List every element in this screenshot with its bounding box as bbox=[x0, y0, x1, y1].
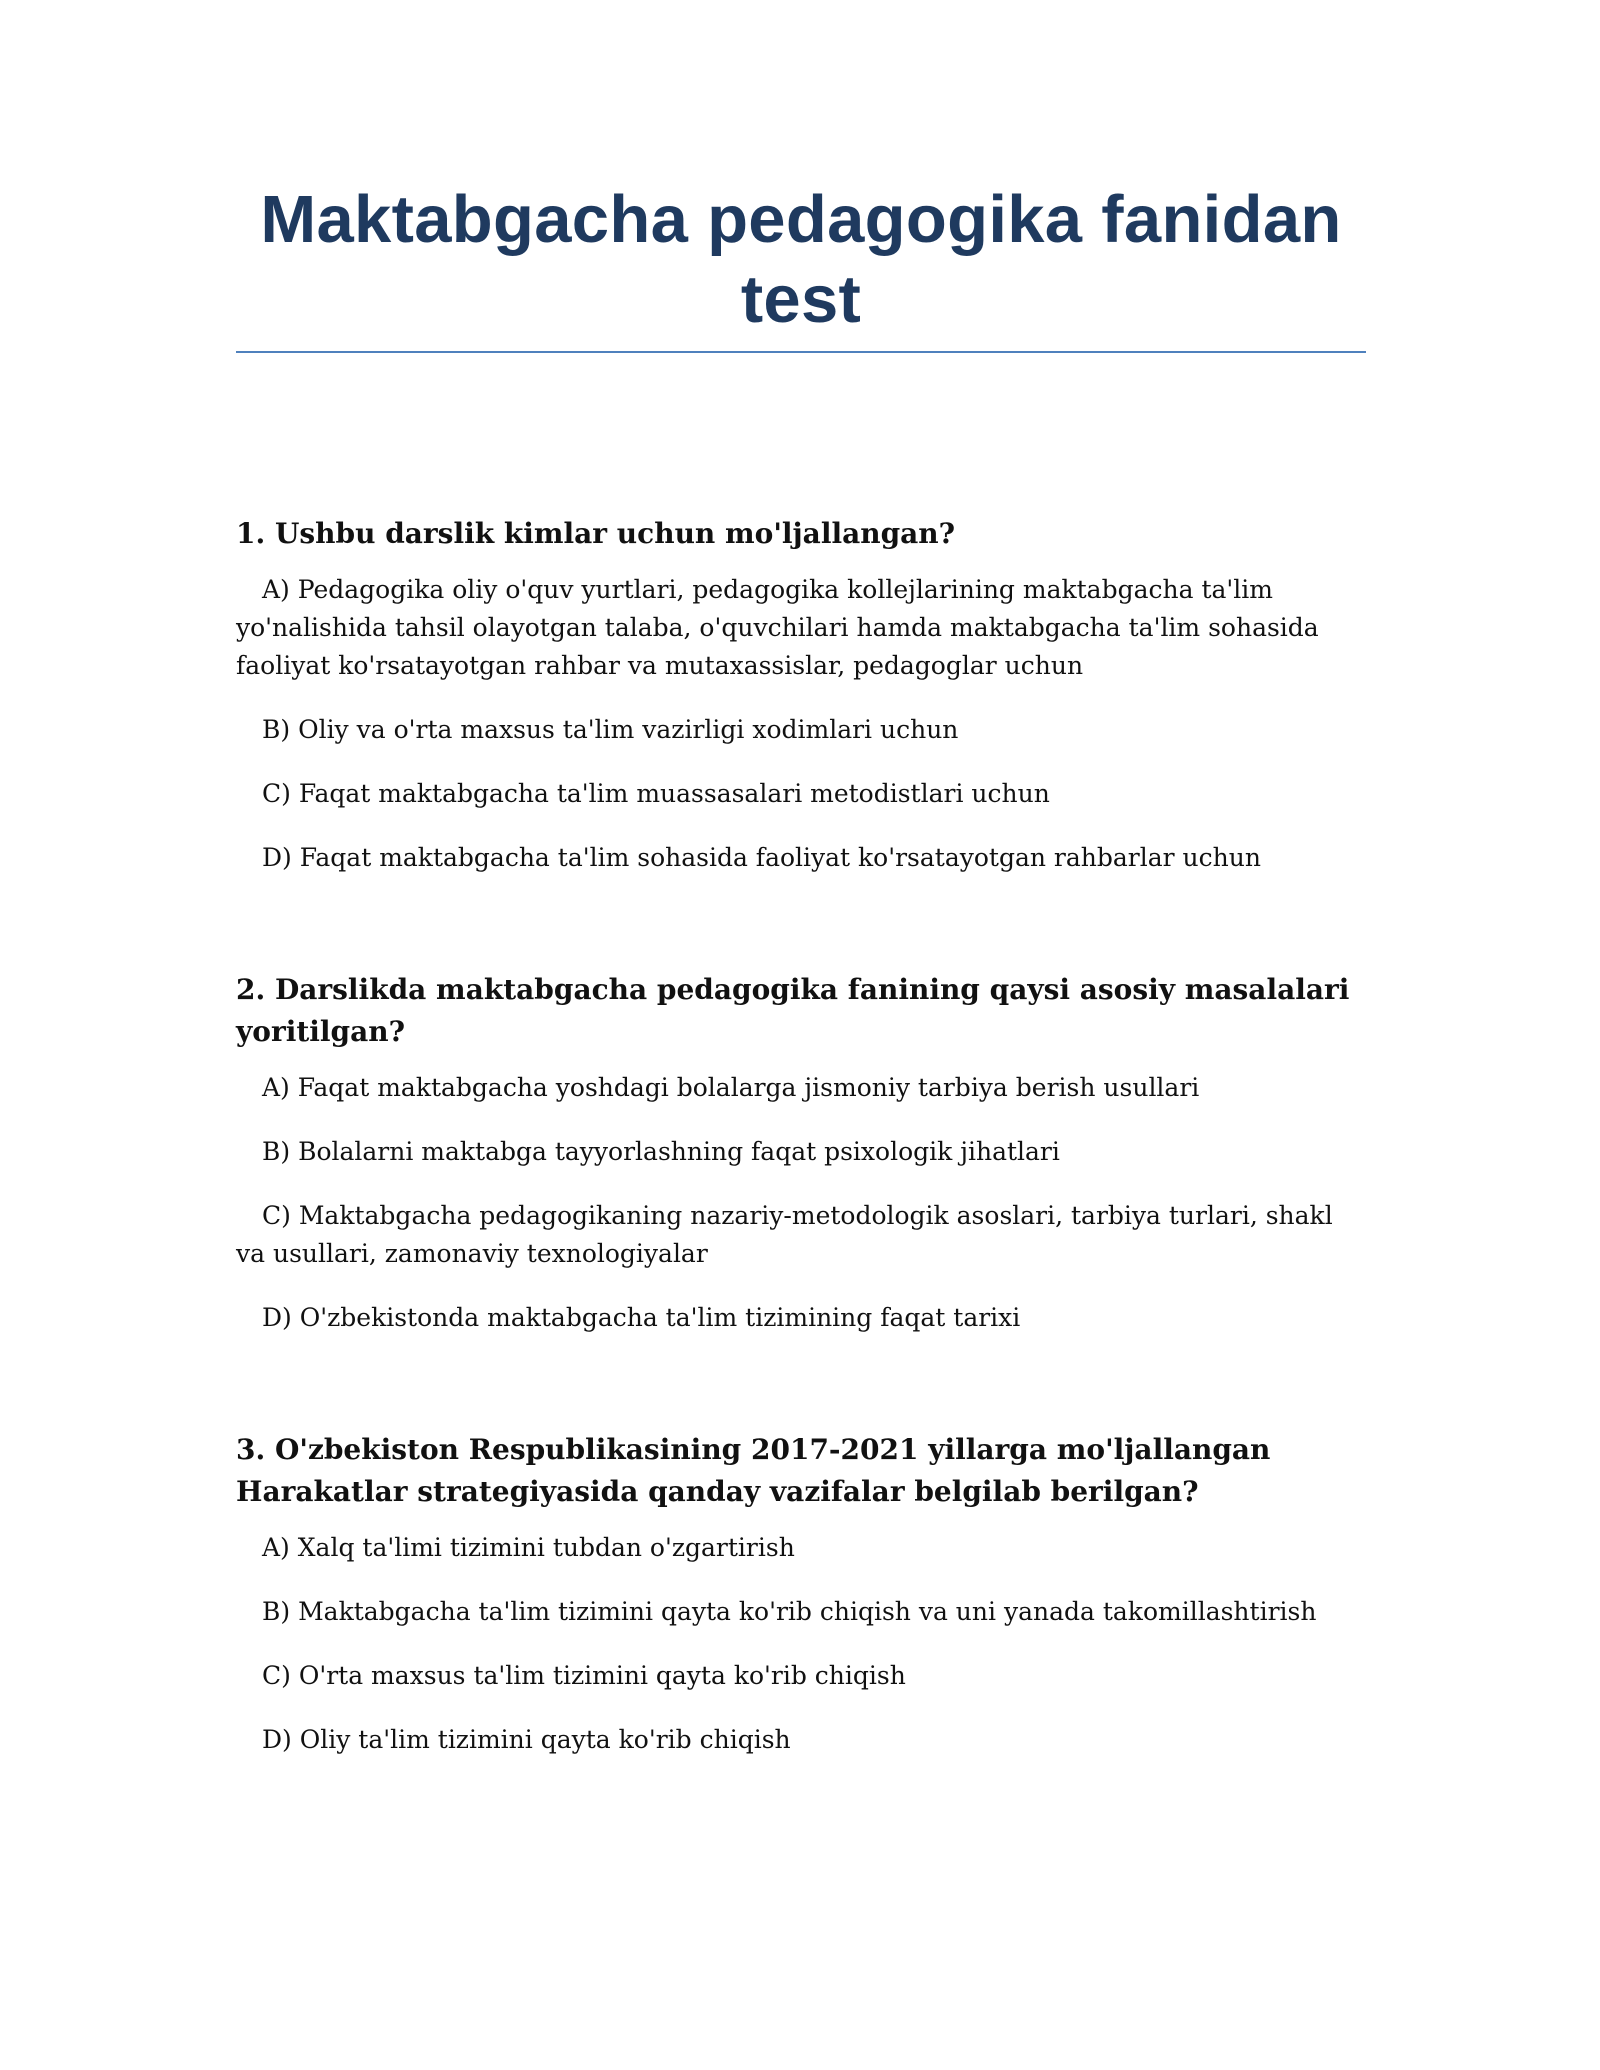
question-1 bbox=[236, 513, 1366, 877]
question-text: 2. Darslikda maktabgacha pedagogika fanining qaysi asosiy masalalari yoritilgan? bbox=[236, 972, 1350, 1048]
question-2 bbox=[236, 969, 1366, 1337]
option-a: A) Xalq ta'limi tizimini tubdan o'zgartirish bbox=[262, 1532, 795, 1562]
question-text: 3. O'zbekiston Respublikasining 2017-2021 yillarga mo'ljallangan Harakatlar strategiyasida qanday vazifalar belgilab berilgan? bbox=[236, 1432, 1271, 1508]
question-list bbox=[236, 513, 1366, 1759]
option-c: C) Faqat maktabgacha ta'lim muassasalari metodistlari uchun bbox=[262, 778, 1050, 808]
option-d: D) Faqat maktabgacha ta'lim sohasida faoliyat ko'rsatayotgan rahbarlar uchun bbox=[262, 842, 1261, 872]
question-3 bbox=[236, 1429, 1366, 1759]
option-b: B) Oliy va o'rta maxsus ta'lim vazirligi xodimlari uchun bbox=[262, 714, 959, 744]
option-b: B) Bolalarni maktabga tayyorlashning faqat psixologik jihatlari bbox=[262, 1136, 1060, 1166]
option-a: A) Pedagogika oliy o'quv yurtlari, pedagogika kollejlarining maktabgacha ta'lim yo'nalishida tahsil olayotgan talaba, o'quvchilari hamda maktabgacha ta'lim sohasida faoliyat ko'rsatayotgan rahbar va mutaxassislar, pedagoglar uchun bbox=[236, 574, 1319, 680]
option-c: C) O'rta maxsus ta'lim tizimini qayta ko'rib chiqish bbox=[262, 1660, 906, 1690]
option-d: D) O'zbekistonda maktabgacha ta'lim tizimining faqat tarixi bbox=[262, 1302, 1021, 1332]
option-a: A) Faqat maktabgacha yoshdagi bolalarga jismoniy tarbiya berish usullari bbox=[262, 1072, 1200, 1102]
document-page bbox=[236, 180, 1366, 1851]
option-d: D) Oliy ta'lim tizimini qayta ko'rib chiqish bbox=[262, 1724, 791, 1754]
option-b: B) Maktabgacha ta'lim tizimini qayta ko'rib chiqish va uni yanada takomillashtirish bbox=[262, 1596, 1317, 1626]
document-title: Maktabgacha pedagogika fanidan test bbox=[236, 180, 1366, 353]
question-text: 1. Ushbu darslik kimlar uchun mo'ljallangan? bbox=[236, 516, 956, 550]
option-c: C) Maktabgacha pedagogikaning nazariy-metodologik asoslari, tarbiya turlari, shakl va usullari, zamonaviy texnologiyalar bbox=[236, 1200, 1333, 1268]
